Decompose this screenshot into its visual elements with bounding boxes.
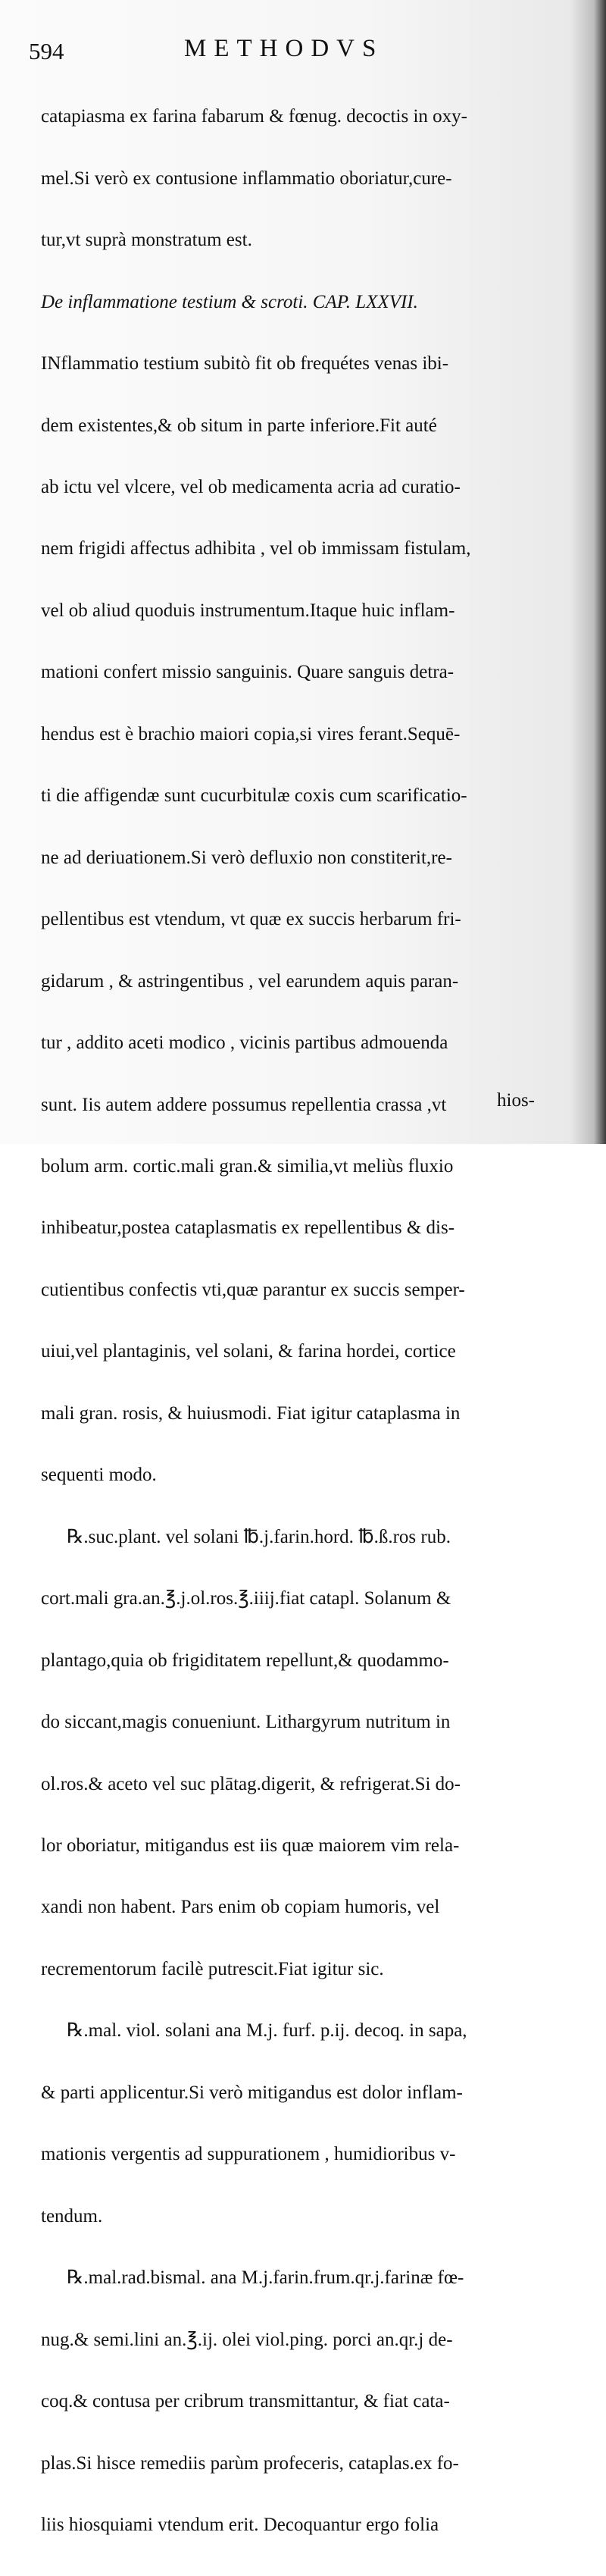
- text-line: dem existentes,& ob situm in parte inferiore.Fit auté: [41, 415, 437, 436]
- text-line: mationis vergentis ad suppurationem , humidioribus v-: [41, 2144, 456, 2165]
- text-line: tendum.: [41, 2205, 103, 2227]
- chapter-heading: De inflammatione testium & scroti. CAP. LXXVII.: [41, 291, 418, 312]
- text-line: do siccant,magis conueniunt. Lithargyrum nutritum in: [41, 1712, 451, 1733]
- text-line: pellentibus est vtendum, vt quæ ex succis herbarum fri-: [41, 909, 461, 930]
- recipe-line: ℞.suc.plant. vel solani ℔.j.farin.hord. ℔.ß.ros rub.: [67, 1526, 451, 1547]
- text-line: bolum arm. cortic.mali gran.& similia,vt meliùs fluxio: [41, 1156, 454, 1177]
- text-line: vel ob aliud quoduis instrumentum.Itaque huic inflam-: [41, 600, 455, 621]
- text-line: tur,vt suprà monstratum est.: [41, 230, 252, 251]
- text-line: catapiasma ex farina fabarum & fœnug. decoctis in oxy-: [41, 106, 467, 127]
- text-line: & parti applicentur.Si verò mitigandus est dolor inflam-: [41, 2082, 463, 2103]
- text-line: recrementorum facilè putrescit.Fiat igitur sic.: [41, 1958, 384, 1979]
- text-line: cutientibus confectis vti,quæ parantur ex succis semper-: [41, 1279, 465, 1300]
- recipe-line: ℞.mal. viol. solani ana M.j. furf. p.ij. decoq. in sapa,: [67, 2020, 467, 2042]
- text-line: mel.Si verò ex contusione inflammatio oboriatur,cure-: [41, 168, 452, 189]
- body-text: [41, 65, 556, 2576]
- text-line: ti die affigendæ sunt cucurbitulæ coxis cum scarificatio-: [41, 785, 467, 807]
- text-line: ab ictu vel vlcere, vel ob medicamenta acria ad curatio-: [41, 477, 461, 498]
- text-line: ne ad deriuationem.Si verò defluxio non constiterit,re-: [41, 847, 452, 868]
- page-header: [29, 30, 559, 67]
- text-line: ol.ros.& aceto vel suc plātag.digerit, & refrigerat.Si do-: [41, 1773, 461, 1794]
- text-line: uiui,vel plantaginis, vel solani, & farina hordei, cortice: [41, 1341, 456, 1362]
- catchword: hios-: [497, 1090, 535, 1111]
- text-line: hendus est è brachio maiori copia,si vires ferant.Sequē-: [41, 723, 461, 744]
- text-line: mationi confert missio sanguinis. Quare sanguis detra-: [41, 662, 454, 683]
- text-line: lor oboriatur, mitigandus est iis quæ maiorem vim rela-: [41, 1835, 460, 1856]
- text-line: INflammatio testium subitò fit ob frequétes venas ibi-: [41, 353, 449, 374]
- running-title: METHODVS: [184, 35, 384, 62]
- text-line: sequenti modo.: [41, 1465, 157, 1486]
- text-line: cort.mali gra.an.℥.j.ol.ros.℥.iiij.fiat catapl. Solanum &: [41, 1588, 451, 1609]
- text-line: gidarum , & astringentibus , vel earundem aquis paran-: [41, 970, 459, 992]
- text-line: plas.Si hisce remediis parùm profeceris, cataplas.ex fo-: [41, 2452, 459, 2474]
- text-line: tur , addito aceti modico , vicinis partibus admouenda: [41, 1033, 448, 1054]
- text-line: liis hiosquiami vtendum erit. Decoquantur ergo folia: [41, 2514, 439, 2535]
- page-number: 594: [29, 38, 64, 64]
- text-line: xandi non habent. Pars enim ob copiam humoris, vel: [41, 1897, 440, 1918]
- recipe-line: ℞.mal.rad.bismal. ana M.j.farin.frum.qr.j.farinæ fœ-: [67, 2267, 464, 2289]
- text-line: nug.& semi.lini an.℥.ij. olei viol.ping. porci an.qr.j de-: [41, 2329, 453, 2350]
- text-line: coq.& contusa per cribrum transmittantur, & fiat cata-: [41, 2391, 450, 2412]
- text-line: plantago,quia ob frigiditatem repellunt,& quodammo-: [41, 1650, 449, 1671]
- text-line: inhibeatur,postea cataplasmatis ex repellentibus & dis-: [41, 1217, 455, 1239]
- text-line: nem frigidi affectus adhibita , vel ob immissam fistulam,: [41, 538, 471, 559]
- text-line: sunt. Iis autem addere possumus repellentia crassa ,vt: [41, 1094, 447, 1115]
- text-line: mali gran. rosis, & huiusmodi. Fiat igitur cataplasma in: [41, 1402, 461, 1424]
